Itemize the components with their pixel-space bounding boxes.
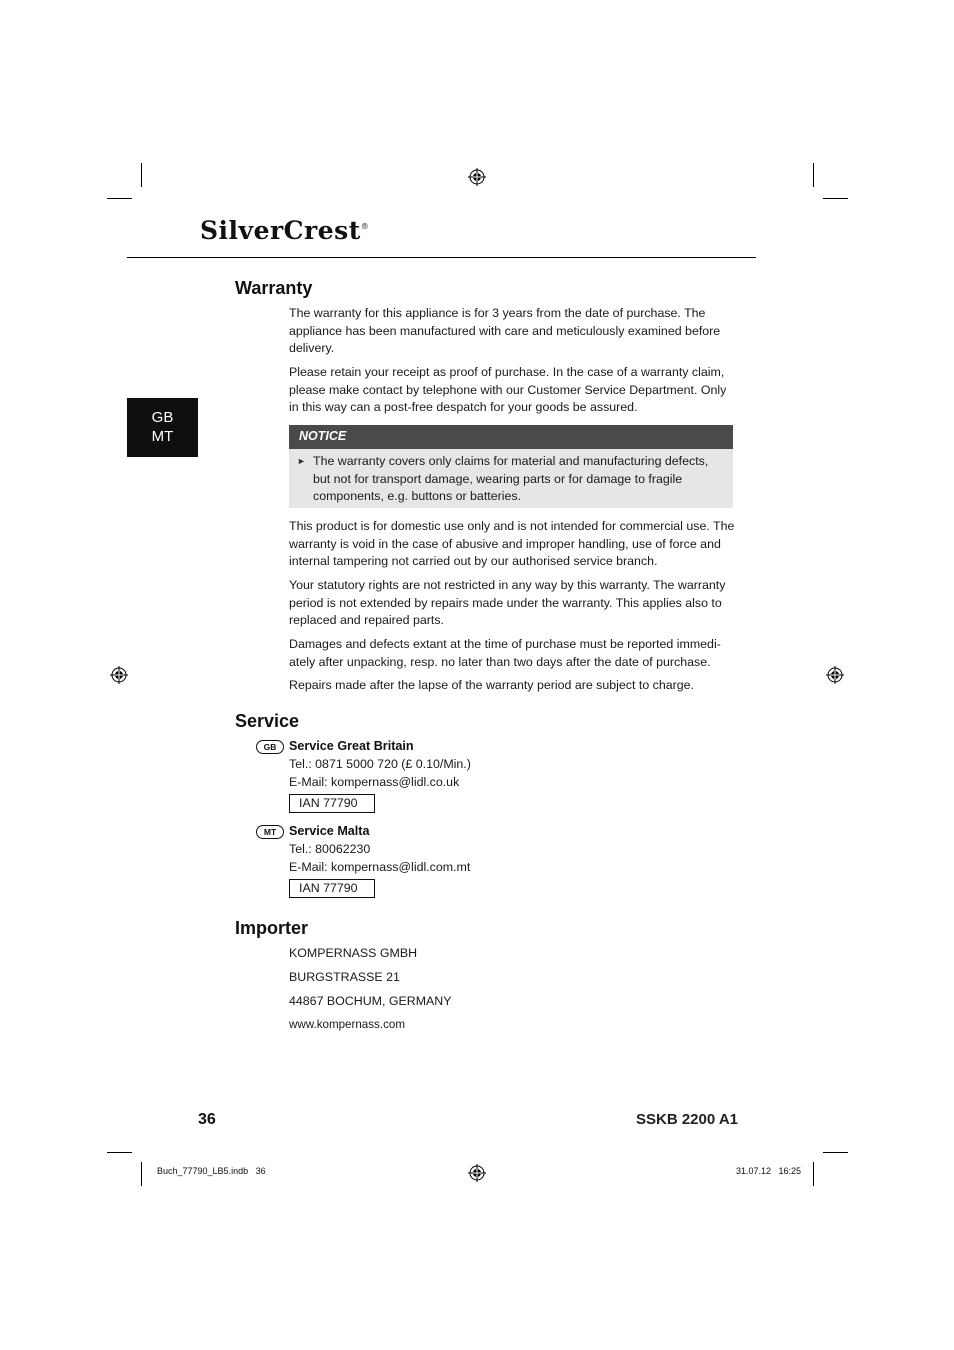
gb-badge: GB [256,740,284,754]
service-gb-email: E-Mail: kompernass@lidl.co.uk [289,775,460,789]
slug-file-info: Buch_77790_LB5.indb 36 [157,1166,266,1176]
registration-mark-icon [110,666,128,684]
crop-mark [107,198,132,199]
warranty-paragraph-3: This product is for domestic use only and is not intended for commercial use. The warranty is void in the case of abusive and improper handling, use of force and internal tampering not carried out by our authorised service branch. [289,519,735,568]
importer-website: www.kompernass.com [289,1018,405,1031]
registered-mark: ® [360,222,370,231]
crop-mark [813,163,814,187]
crop-mark [141,1162,142,1186]
service-gb-ian: IAN 77790 [289,794,375,813]
language-tab [127,398,198,457]
warranty-paragraph-5: Damages and defects extant at the time of purchase must be reported immedi- ately after unpacking, resp. no later than two days after the date of purchase. [289,637,721,669]
service-mt-title: Service Malta [289,824,370,838]
bullet-arrow-icon: ► [297,456,306,466]
importer-city: 44867 BOCHUM, GERMANY [289,994,452,1008]
header-rule [127,257,756,258]
service-mt-tel: Tel.: 80062230 [289,842,371,856]
language-tab-mt: MT [151,428,174,445]
page-number: 36 [198,1111,216,1128]
warranty-paragraph-1: The warranty for this appliance is for 3 years from the date of purchase. The appliance has been manufactured with care and meticulously examined before delivery. [289,306,721,355]
crop-mark [823,198,848,199]
warranty-paragraph-6: Repairs made after the lapse of the warranty period are subject to charge. [289,678,694,692]
warranty-paragraph-4: Your statutory rights are not restricted in any way by this warranty. The warranty period is not extended by repairs made under the warranty. This applies also to replaced and repaired parts. [289,578,726,627]
notice-text: The warranty covers only claims for material and manufacturing defects, but not for transport damage, wearing parts or for damage to fragile components, e.g. buttons or batteries. [313,454,709,503]
importer-heading: Importer [235,918,309,938]
warranty-heading: Warranty [235,278,313,298]
registration-mark-icon [468,1164,486,1182]
notice-box [289,449,733,508]
service-gb-tel: Tel.: 0871 5000 720 (£ 0.10/Min.) [289,757,471,771]
registration-mark-icon [468,168,486,186]
importer-company: KOMPERNASS GMBH [289,946,418,960]
service-heading: Service [235,711,300,731]
crop-mark [813,1162,814,1186]
service-gb-title: Service Great Britain [289,739,414,753]
brand-logo-text: SilverCrest [200,216,361,245]
notice-label: NOTICE [299,429,347,443]
warranty-paragraph-2: Please retain your receipt as proof of purchase. In the case of a warranty claim, please make contact by telephone with our Customer Service Department. Only in this way can a post-free despatch for your goods be assured. [289,365,727,414]
crop-mark [107,1152,132,1153]
language-tab-gb: GB [151,409,174,426]
registration-mark-icon [826,666,844,684]
mt-badge: MT [256,825,284,839]
importer-street: BURGSTRASSE 21 [289,970,400,984]
brand-logo [200,216,369,245]
crop-mark [823,1152,848,1153]
slug-date-info: 31.07.12 16:25 [736,1166,802,1176]
model-number: SSKB 2200 A1 [636,1111,738,1128]
service-mt-ian: IAN 77790 [289,879,375,898]
service-mt-email: E-Mail: kompernass@lidl.com.mt [289,860,471,874]
notice-header [289,425,733,449]
crop-mark [141,163,142,187]
